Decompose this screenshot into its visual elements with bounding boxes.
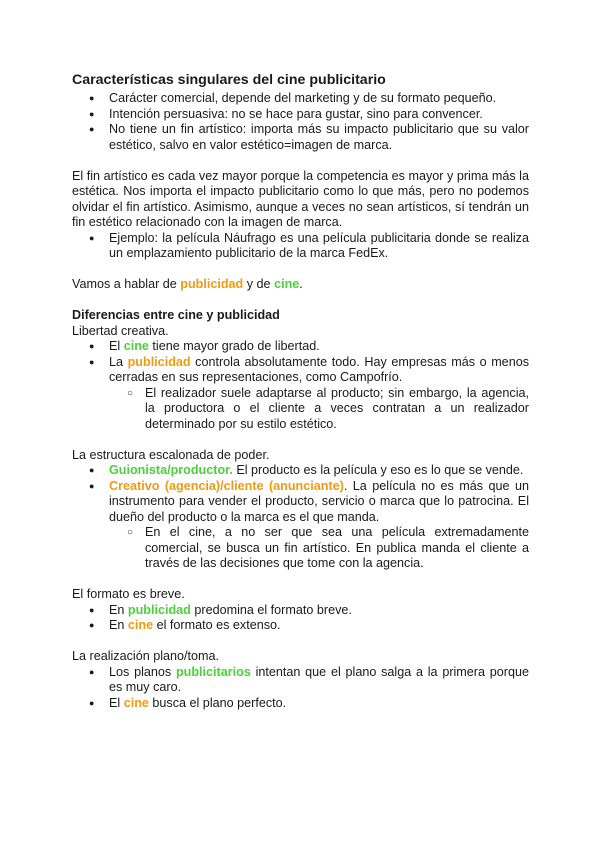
example-item: ● Ejemplo: la película Náufrago es una película publicitaria donde se realiza un emplazamiento publicitario de la marca FedEx. xyxy=(72,231,529,262)
list-item: ● Intención persuasiva: no se hace para gustar, sino para convencer. xyxy=(72,107,529,123)
highlight-publicitarios: publicitarios xyxy=(175,664,251,679)
section-title-diferencias: Diferencias entre cine y publicidad xyxy=(72,308,280,322)
subheading-formato: El formato es breve. xyxy=(72,587,185,601)
subheading-libertad: Libertad creativa. xyxy=(72,323,169,338)
list-item: ● Guionista/productor. El producto es la película y eso es lo que se vende. xyxy=(72,463,529,479)
list-item: ● El cine busca el plano perfecto. xyxy=(72,696,529,712)
highlight-publicidad: publicidad xyxy=(127,354,191,369)
highlight-cine: cine xyxy=(274,277,300,291)
libertad-sublist xyxy=(72,386,529,433)
subheading-estructura: La estructura escalonada de poder. xyxy=(72,447,270,462)
list-item: ● No tiene un fin artístico: importa más su impacto publicitario que su valor estético, salvo en valor estético=imagen de marca. xyxy=(72,122,529,153)
list-item: ● En publicidad predomina el formato breve. xyxy=(72,603,529,619)
example-list xyxy=(72,231,529,262)
list-item: ● La publicidad controla absolutamente todo. Hay empresas más o menos cerradas en sus representaciones, como Campofrío. ○ El realizador suele adaptarse al producto; sin embargo, la agencia, la productora o el cliente a veces contratan a un realizador determinado por su estilo estético. xyxy=(72,355,529,433)
fin-artistico-paragraph: El fin artístico es cada vez mayor porque la competencia es mayor y prima más la estética. Nos importa el impacto publicitario como lo que más, pero no podemos olvidar el fin artístico. Asimismo, aunque a veces no sean artísticos, sí tendrán un fin estético relacionado con la imagen de marca. xyxy=(72,168,529,229)
list-item: ● Carácter comercial, depende del marketing y de su formato pequeño. xyxy=(72,91,529,107)
list-item: ● Los planos publicitarios intentan que el plano salga a la primera porque es muy caro. xyxy=(72,665,529,696)
list-item: ● En cine el formato es extenso. xyxy=(72,618,529,634)
document-page xyxy=(72,72,529,711)
libertad-list xyxy=(72,339,529,432)
list-item: ● Creativo (agencia)/cliente (anunciante). La película no es más que un instrumento para vender el producto, servicio o marca que lo patrocina. El dueño del producto o la marca es el que manda. ○ En el cine, a no ser que sea una película extremadamente comercial, se busca un fin artístico. En publica manda el cliente a través de las decisiones que tome con la agencia. xyxy=(72,479,529,572)
estructura-list xyxy=(72,463,529,572)
highlight-creativo: Creativo (agencia)/cliente (anunciante) xyxy=(109,478,344,493)
highlight-cine: cine xyxy=(123,695,149,710)
list-item: ● El cine tiene mayor grado de libertad. xyxy=(72,339,529,355)
caracteristicas-list xyxy=(72,91,529,153)
intro-line: Vamos a hablar de publicidad y de cine. xyxy=(72,277,303,291)
highlight-publicidad: publicidad xyxy=(127,602,191,617)
highlight-guionista: Guionista/productor. xyxy=(109,463,233,477)
formato-list xyxy=(72,603,529,634)
highlight-cine: cine xyxy=(127,618,154,632)
section-title-caracteristicas: Características singulares del cine publicitario xyxy=(72,72,386,88)
highlight-cine: cine xyxy=(123,339,149,353)
sub-list-item: ○ El realizador suele adaptarse al producto; sin embargo, la agencia, la productora o el cliente a veces contratan a un realizador determinado por su estilo estético. xyxy=(72,386,529,433)
realizacion-list xyxy=(72,665,529,712)
estructura-sublist xyxy=(72,525,529,572)
sub-list-item: ○ En el cine, a no ser que sea una película extremadamente comercial, se busca un fin artístico. En publica manda el cliente a través de las decisiones que tome con la agencia. xyxy=(72,525,529,572)
subheading-realizacion: La realización plano/toma. xyxy=(72,649,220,663)
highlight-publicidad: publicidad xyxy=(180,277,244,291)
